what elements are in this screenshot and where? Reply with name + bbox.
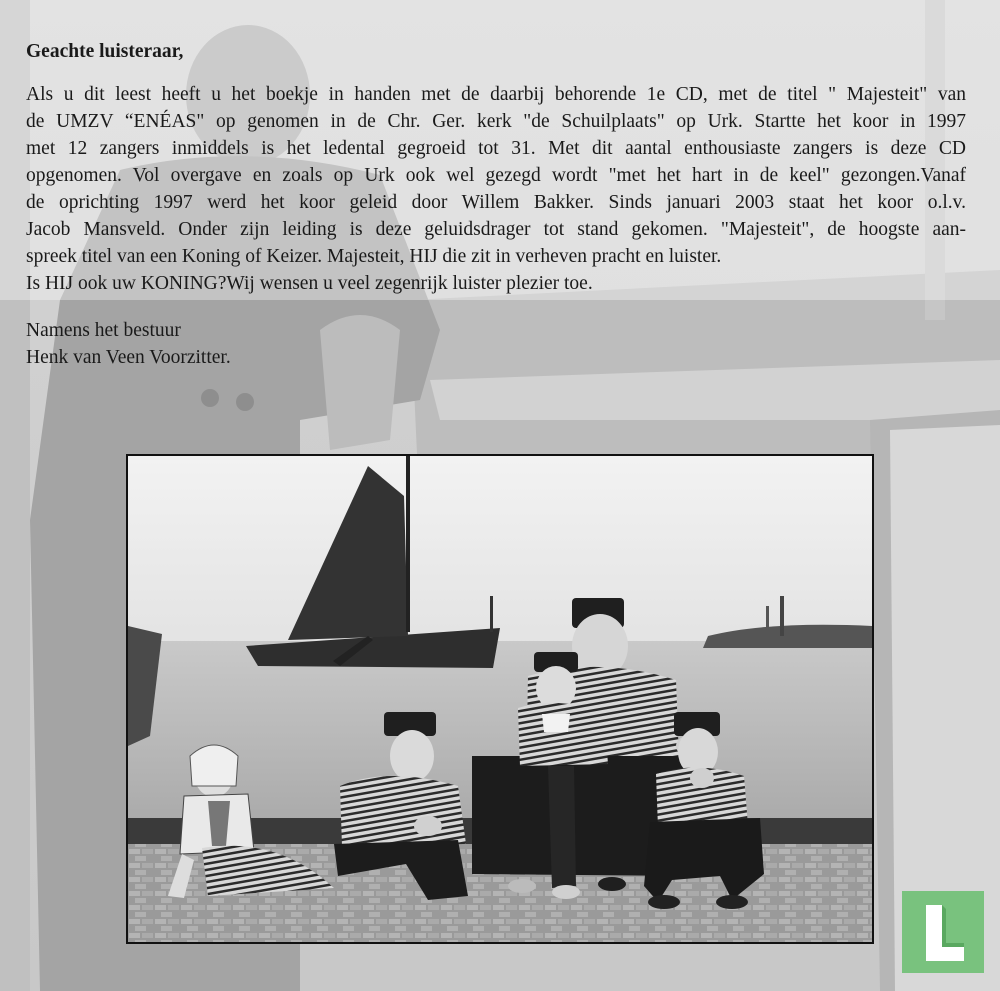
inset-photo xyxy=(126,454,874,944)
signature-line-chairman: Henk van Veen Voorzitter. xyxy=(26,347,231,368)
letter-line: de UMZV “ENÉAS" op genomen in de Chr. Ger. kerk "de Schuilplaats" op Urk. Startte het koor in 1997 xyxy=(26,111,966,132)
letter-line: Is HIJ ook uw KONING?Wij wensen u veel zegenrijk luister plezier toe. xyxy=(26,273,593,294)
letter-line: met 12 zangers inmiddels is het ledental gegroeid tot 31. Met dit aantal enthousiaste zangers is deze CD xyxy=(26,138,966,159)
letter xyxy=(26,38,966,371)
letter-line: spreek titel van een Koning of Keizer. Majesteit, HIJ die zit in verheven pracht en luister. xyxy=(26,246,722,267)
letter-signature xyxy=(26,317,966,371)
letter-line: opgenomen. Vol overgave en zoals op Urk ook wel gezegd wordt "met het hart in de keel" gezongen.Vanaf xyxy=(26,165,966,186)
stylized-L-logo-icon xyxy=(902,891,984,973)
letter-body xyxy=(26,81,966,297)
signature-line-board: Namens het bestuur xyxy=(26,320,181,341)
letter-line: de oprichting 1997 werd het koor geleid door Willem Bakker. Sinds januari 2003 staat het koor o.l.v. xyxy=(26,192,966,213)
letter-line: Jacob Mansveld. Onder zijn leiding is deze geluidsdrager tot stand gekomen. "Majesteit", de hoogste aan- xyxy=(26,219,966,240)
letter-line: Als u dit leest heeft u het boekje in handen met de daarbij behorende 1e CD, met de titel " Majesteit" van xyxy=(26,84,966,105)
letter-greeting: Geachte luisteraar, xyxy=(26,41,184,62)
